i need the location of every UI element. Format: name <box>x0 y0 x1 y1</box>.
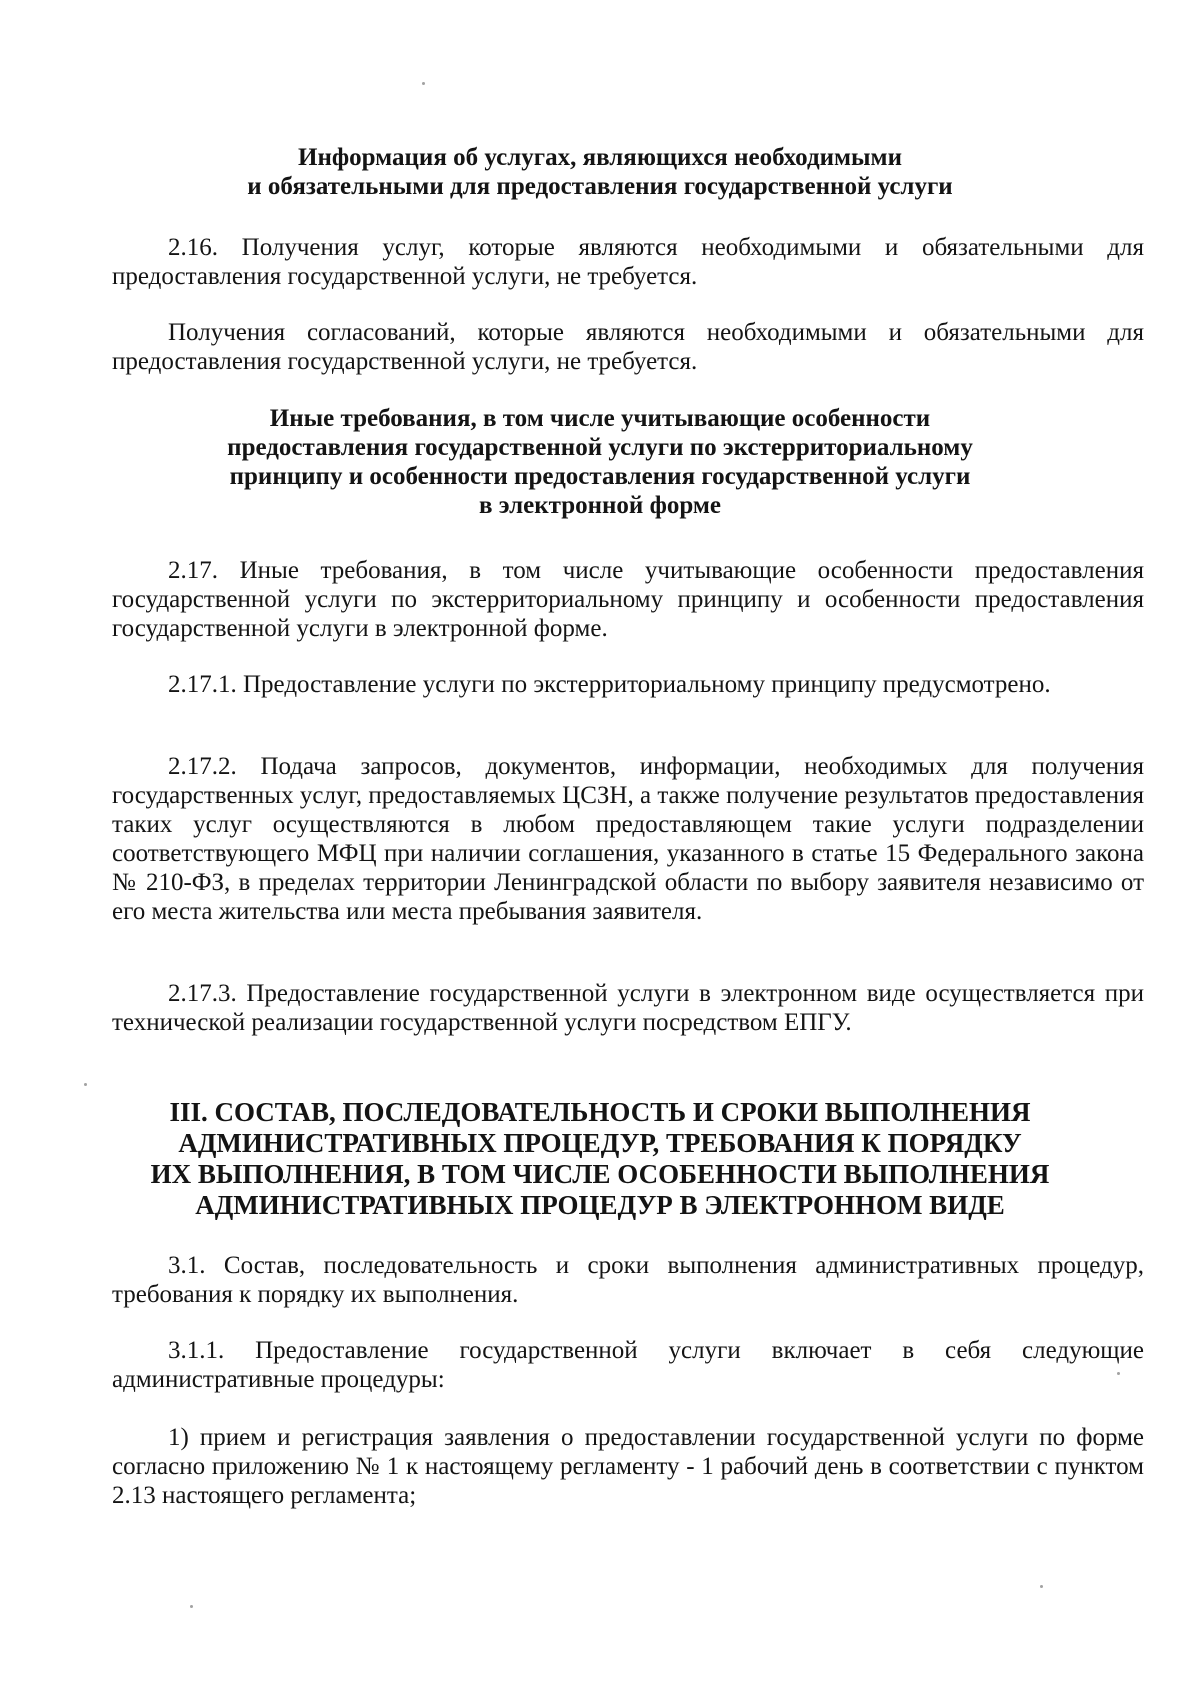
paragraph-approvals: Получения согласований, которые являются необходимыми и обязательными для предоставления государственной услуги, не требуется. <box>112 319 1144 375</box>
scan-speck <box>190 1605 193 1608</box>
heading-line: III. СОСТАВ, ПОСЛЕДОВАТЕЛЬНОСТЬ И СРОКИ ВЫПОЛНЕНИЯ <box>169 1097 1031 1127</box>
paragraph-2-17-3: 2.17.3. Предоставление государственной услуги в электронном виде осуществляется при технической реализации государственной услуги посредством ЕПГУ. <box>112 980 1144 1036</box>
paragraph-2-17: 2.17. Иные требования, в том числе учитывающие особенности предоставления государственной услуги по экстерриториальному принципу и особенности предоставления государственной услуги в электронной форме. <box>112 557 1144 642</box>
heading-line: Иные требования, в том числе учитывающие особенности <box>269 405 931 432</box>
heading-line: АДМИНИСТРАТИВНЫХ ПРОЦЕДУР, ТРЕБОВАНИЯ К ПОРЯДКУ <box>178 1128 1022 1158</box>
scan-speck <box>84 1083 87 1086</box>
heading-line: Информация об услугах, являющихся необходимыми <box>298 144 902 171</box>
heading-line: и обязательными для предоставления государственной услуги <box>247 173 953 200</box>
heading-line: принципу и особенности предоставления государственной услуги <box>229 463 971 490</box>
paragraph-2-17-2: 2.17.2. Подача запросов, документов, информации, необходимых для получения государственных услуг, предоставляемых ЦСЗН, а также получение результатов предоставления таких услуг осуществляются в любом предоставляющем такие услуги подразделении соответствующего МФЦ при наличии соглашения, указанного в статье 15 Федерального закона № 210-ФЗ, в пределах территории Ленинградской области по выбору заявителя независимо от его места жительства или места пребывания заявителя. <box>112 753 1145 925</box>
paragraph-3-1-1: 3.1.1. Предоставление государственной услуги включает в себя следующие административные процедуры: <box>112 1337 1144 1393</box>
scan-speck <box>422 82 425 85</box>
paragraph-item-1: 1) прием и регистрация заявления о предоставлении государственной услуги по форме согласно приложению № 1 к настоящему регламенту - 1 рабочий день в соответствии с пунктом 2.13 настоящего регламента; <box>112 1424 1144 1509</box>
heading-line: ИХ ВЫПОЛНЕНИЯ, В ТОМ ЧИСЛЕ ОСОБЕННОСТИ ВЫПОЛНЕНИЯ <box>150 1159 1050 1189</box>
scan-speck <box>1117 1372 1120 1375</box>
heading-section-3 <box>100 1097 1100 1221</box>
heading-line: АДМИНИСТРАТИВНЫХ ПРОЦЕДУР В ЭЛЕКТРОННОМ ВИДЕ <box>195 1190 1005 1220</box>
heading-line: в электронной форме <box>478 492 722 519</box>
heading-required-services <box>100 143 1100 201</box>
paragraph-3-1: 3.1. Состав, последовательность и сроки выполнения административных процедур, требования к порядку их выполнения. <box>112 1252 1144 1308</box>
heading-other-requirements <box>100 404 1100 520</box>
paragraph-2-17-1: 2.17.1. Предоставление услуги по экстерриториальному принципу предусмотрено. <box>168 671 1051 698</box>
heading-line: предоставления государственной услуги по экстерриториальному <box>227 434 973 461</box>
scan-speck <box>1040 1585 1043 1588</box>
paragraph-2-16: 2.16. Получения услуг, которые являются необходимыми и обязательными для предоставления государственной услуги, не требуется. <box>112 234 1144 290</box>
